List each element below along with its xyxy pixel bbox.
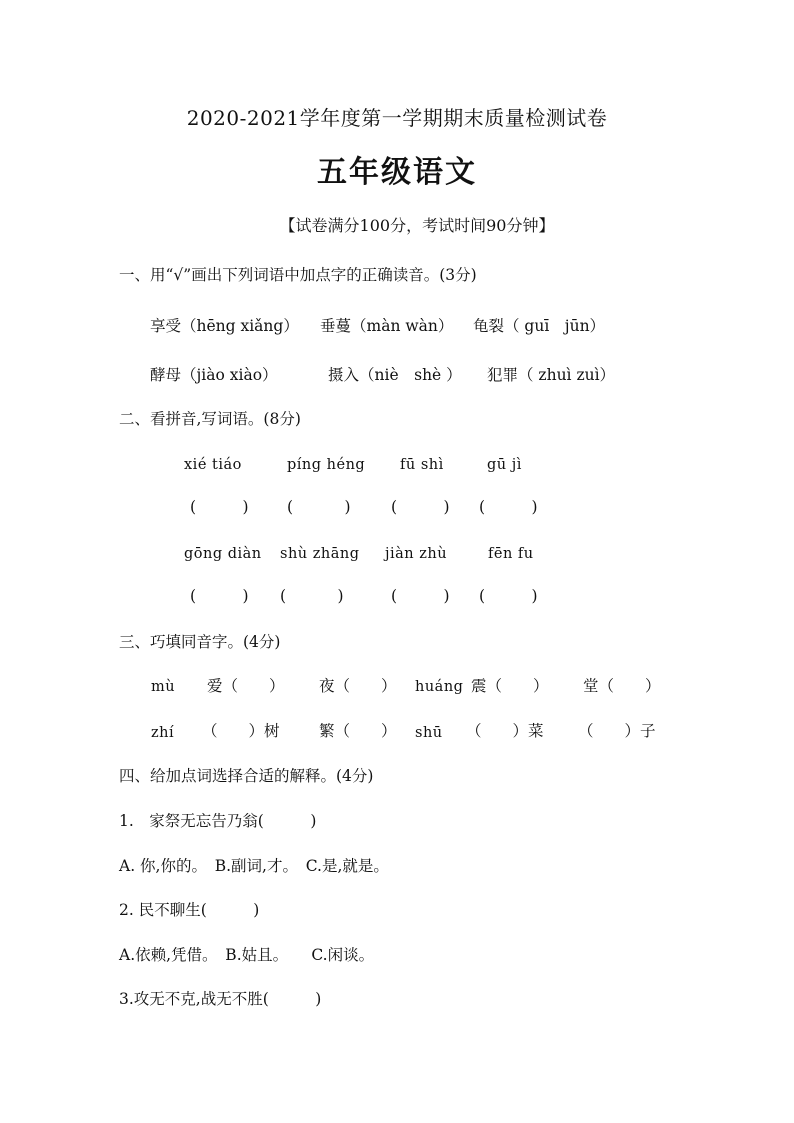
pinyin-item: huáng [415,679,464,695]
fill-item[interactable]: （ ）菜 [466,722,544,740]
question-2: 2. 民不聊生( ) [119,901,260,919]
answer-blank[interactable]: ( ) [479,587,538,605]
pinyin-item: gū jì [487,457,522,473]
fill-item[interactable]: 夜（ ） [319,677,397,695]
fill-item[interactable]: 繁（ ） [319,722,397,740]
answer-blank[interactable]: ( ) [391,498,450,516]
exam-note: 【试卷满分100分，考试时间90分钟】 [279,216,555,235]
section1-item: 摄入（niè shè ） [328,366,462,384]
pinyin-item: píng héng [287,457,366,473]
question-1: 1. 家祭无忘告乃翁( ) [119,812,317,830]
section1-item: 龟裂（ guī jūn） [473,317,606,335]
fill-item[interactable]: 堂（ ） [583,677,661,695]
pinyin-item: mù [151,679,176,695]
section4-heading: 四、给加点词选择合适的解释。(4分) [119,767,374,785]
pinyin-item: fū shì [400,457,444,473]
fill-item[interactable]: （ ）子 [578,722,656,740]
answer-blank[interactable]: ( ) [287,498,351,516]
fill-item[interactable]: 震（ ） [471,677,549,695]
answer-blank[interactable]: ( ) [479,498,538,516]
section1-heading: 一、用“√”画出下列词语中加点字的正确读音。(3分) [119,266,477,284]
pinyin-item: fēn fu [488,546,534,562]
answer-blank[interactable]: ( ) [280,587,344,605]
answer-blank[interactable]: ( ) [190,498,249,516]
section1-item: 垂蔓（màn wàn） [320,317,454,335]
answer-blank[interactable]: ( ) [391,587,450,605]
fill-item[interactable]: 爱（ ） [207,677,285,695]
pinyin-item: xié tiáo [184,457,242,473]
question-3: 3.攻无不克,战无不胜( ) [119,990,322,1008]
section1-item: 犯罪（ zhuì zuì） [487,366,616,384]
section2-heading: 二、看拼音,写词语。(8分) [119,410,301,428]
section1-item: 酵母（jiào xiào） [150,366,278,384]
pinyin-item: zhí [151,725,175,741]
pinyin-item: shū [415,725,443,741]
section1-item: 享受（hēng xiǎng） [150,317,299,335]
section3-heading: 三、巧填同音字。(4分) [119,633,281,651]
subject-heading: 五年级语文 [317,155,477,190]
exam-title: 2020-2021学年度第一学期期末质量检测试卷 [186,106,608,130]
answer-blank[interactable]: ( ) [190,587,249,605]
question-1-options: A. 你,你的。 B.副词,才。 C.是,就是。 [119,857,389,875]
pinyin-item: jiàn zhù [385,546,448,562]
pinyin-item: shù zhāng [280,546,360,562]
pinyin-item: gōng diàn [184,546,262,562]
fill-item[interactable]: （ ）树 [202,722,280,740]
question-2-options: A.依赖,凭借。 B.姑且。 C.闲谈。 [119,946,375,964]
